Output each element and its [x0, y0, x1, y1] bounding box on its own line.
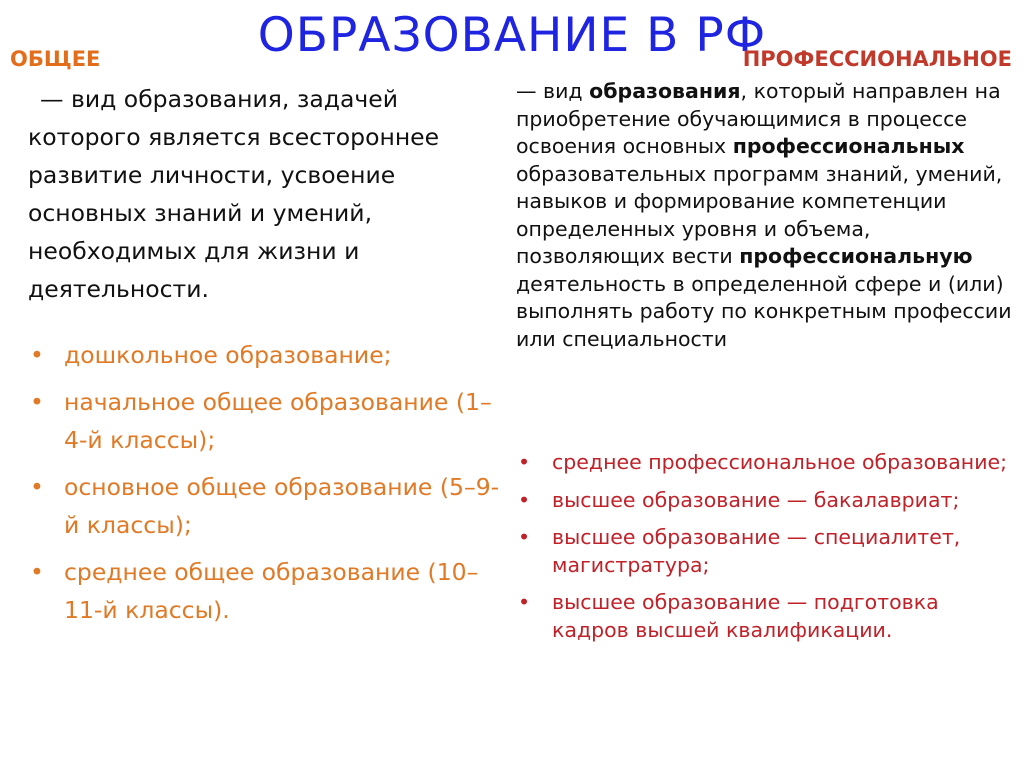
- general-definition-text: — вид образования, задачей которого является всестороннее развитие личности, усвоение основных знаний и умений, необходимых для жизни и деятельности.: [28, 85, 440, 303]
- general-education-list: [28, 336, 508, 638]
- bullet-icon: •: [518, 525, 531, 549]
- list-item: [516, 449, 1016, 477]
- definition-text: деятельность в определенной сфере и (или) выполнять работу по конкретным профессии или специальности: [516, 271, 1012, 351]
- list-item-text: начальное общее образование (1–4-й классы);: [64, 388, 492, 454]
- list-item: [28, 553, 508, 629]
- bullet-icon: •: [518, 450, 531, 474]
- bullet-icon: •: [30, 388, 44, 416]
- list-item: [28, 336, 508, 374]
- definition-text: образовательных программ знаний, умений, навыков и формирование компетенции определенных уровня и объема, позволяющих вести: [516, 161, 1003, 268]
- list-item-text: среднее профессиональное образование;: [552, 450, 1008, 474]
- bullet-icon: •: [30, 473, 44, 501]
- bullet-icon: •: [518, 487, 531, 512]
- definition-text: , который направлен на приобретение обучающимися в процессе освоения основных: [516, 79, 1001, 158]
- professional-definition: [516, 78, 1016, 353]
- list-item: [28, 468, 508, 544]
- general-definition: [28, 80, 508, 308]
- bullet-icon: •: [30, 341, 44, 369]
- list-item: [516, 487, 1016, 515]
- list-item-text: дошкольное образование;: [64, 341, 392, 369]
- general-heading: ОБЩЕЕ: [10, 47, 101, 71]
- page-title: ОБРАЗОВАНИЕ В РФ: [257, 8, 767, 63]
- list-item: [28, 383, 508, 459]
- professional-heading: ПРОФЕССИОНАЛЬНОЕ: [742, 47, 1012, 71]
- list-item-text: высшее образование — специалитет, магистратура;: [552, 525, 961, 577]
- definition-emphasis: профессиональную: [739, 244, 973, 268]
- bullet-icon: •: [518, 590, 531, 614]
- list-item-text: среднее общее образование (10–11-й классы).: [64, 558, 479, 624]
- list-item-text: основное общее образование (5–9-й классы);: [64, 473, 500, 539]
- definition-emphasis: образования: [589, 79, 741, 103]
- definition-emphasis: профессиональных: [732, 134, 965, 158]
- list-item: [516, 589, 1016, 644]
- professional-education-list: [516, 449, 1016, 654]
- list-item: [516, 524, 1016, 579]
- definition-text: — вид: [516, 79, 590, 103]
- bullet-icon: •: [30, 558, 44, 586]
- list-item-text: высшее образование — бакалавриат;: [552, 487, 960, 512]
- list-item-text: высшее образование — подготовка кадров высшей квалификации.: [552, 590, 939, 642]
